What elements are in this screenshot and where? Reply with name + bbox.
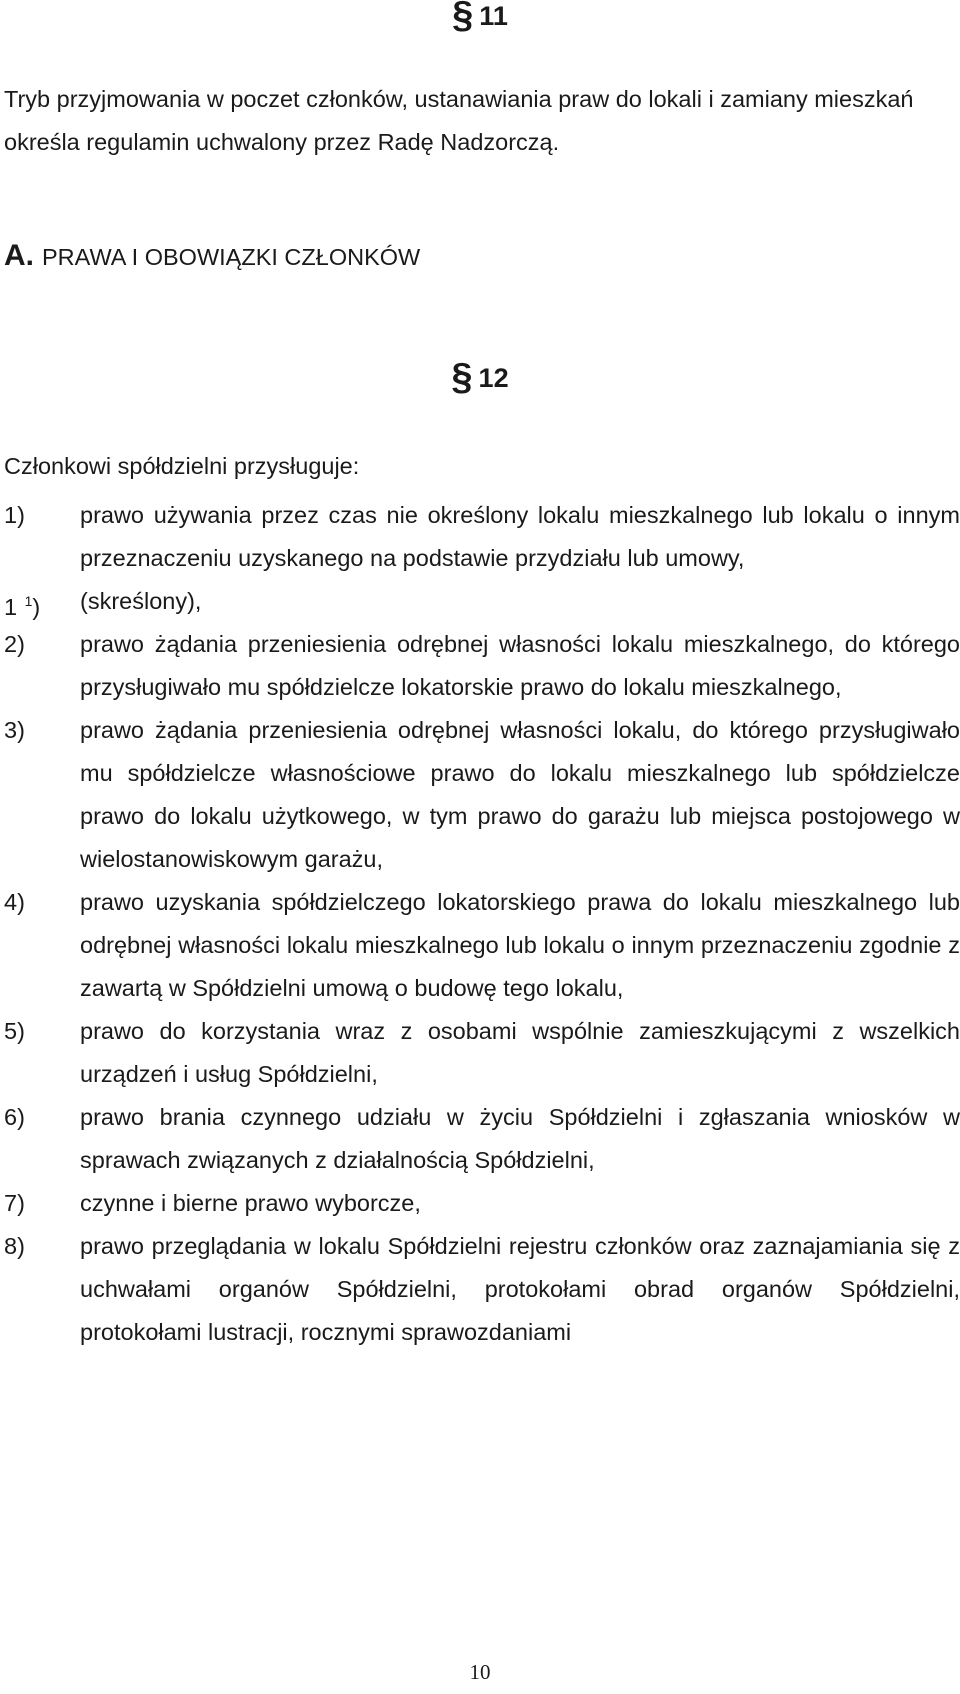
list-item-text: (skreślony), <box>80 588 202 614</box>
list-item-number: 4) <box>4 889 25 915</box>
list-item <box>0 709 960 881</box>
list-item-number: 1 $^1$) <box>4 593 41 620</box>
list-item <box>0 1182 960 1225</box>
list-item <box>0 623 960 709</box>
list-item <box>0 1010 960 1096</box>
section-number: 11 <box>479 1 508 31</box>
list-item-number: 1) <box>4 502 25 528</box>
superscript: 1 <box>24 593 33 609</box>
list-item-number: 2) <box>4 631 25 657</box>
list-item-text: prawo do korzystania wraz z osobami wspólnie zamieszkującymi z wszelkich urządzeń i usług Spółdzielni, <box>80 1018 960 1087</box>
section-number: 12 <box>478 363 509 393</box>
chapter-heading <box>4 240 420 273</box>
section-heading-11 <box>0 0 960 36</box>
list-item <box>0 494 960 580</box>
list-item <box>0 580 960 623</box>
list-item-number: 8) <box>4 1233 25 1259</box>
list-item-text: prawo żądania przeniesienia odrębnej własności lokalu, do którego przysługiwało mu spółdzielcze własnościowe prawo do lokalu mieszkalnego lub spółdzielcze prawo do lokalu użytkowego, w tym prawo do garażu lub miejsca postojowego w wielostanowiskowym garażu, <box>80 717 960 872</box>
list-item-number: 7) <box>4 1190 25 1216</box>
list-item-text: prawo brania czynnego udziału w życiu Spółdzielni i zgłaszania wniosków w sprawach związanych z działalnością Spółdzielni, <box>80 1104 960 1173</box>
chapter-letter: A. <box>4 239 34 272</box>
list-item-text: prawo żądania przeniesienia odrębnej własności lokalu mieszkalnego, do którego przysługiwało mu spółdzielcze lokatorskie prawo do lokalu mieszkalnego, <box>80 631 960 700</box>
list-item-number: 3) <box>4 717 25 743</box>
chapter-title: PRAWA I OBOWIĄZKI CZŁONKÓW <box>42 244 421 270</box>
section-sign: § <box>451 356 473 398</box>
page-number: 10 <box>469 1660 491 1684</box>
list-item-text: czynne i bierne prawo wyborcze, <box>80 1190 421 1216</box>
rights-list <box>0 494 960 1354</box>
section-sign: § <box>452 0 474 36</box>
list-item <box>0 881 960 1010</box>
list-item-text: prawo uzyskania spółdzielczego lokatorskiego prawa do lokalu mieszkalnego lub odrębnej własności lokalu mieszkalnego lub lokalu o innym przeznaczeniu zgodnie z zawartą w Spółdzielni umową o budowę tego lokalu, <box>80 889 960 1001</box>
paragraph-11-text: Tryb przyjmowania w poczet członków, ustanawiania praw do lokali i zamiany mieszkań określa regulamin uchwalony przez Radę Nadzorczą. <box>4 86 914 155</box>
list-item <box>0 1096 960 1182</box>
list-item-number: 5) <box>4 1018 25 1044</box>
list-item-number: 6) <box>4 1104 25 1130</box>
list-item-text: prawo używania przez czas nie określony lokalu mieszkalnego lub lokalu o innym przeznaczeniu uzyskanego na podstawie przydziału lub umowy, <box>80 502 960 571</box>
section-heading-12 <box>0 356 960 398</box>
list-item <box>0 1225 960 1354</box>
list-item-text: prawo przeglądania w lokalu Spółdzielni rejestru członków oraz zaznajamiania się z uchwałami organów Spółdzielni, protokołami obrad organów Spółdzielni, protokołami lustracji, rocznymi sprawozdaniami <box>80 1233 960 1345</box>
paragraph-12-intro: Członkowi spółdzielni przysługuje: <box>4 453 360 479</box>
